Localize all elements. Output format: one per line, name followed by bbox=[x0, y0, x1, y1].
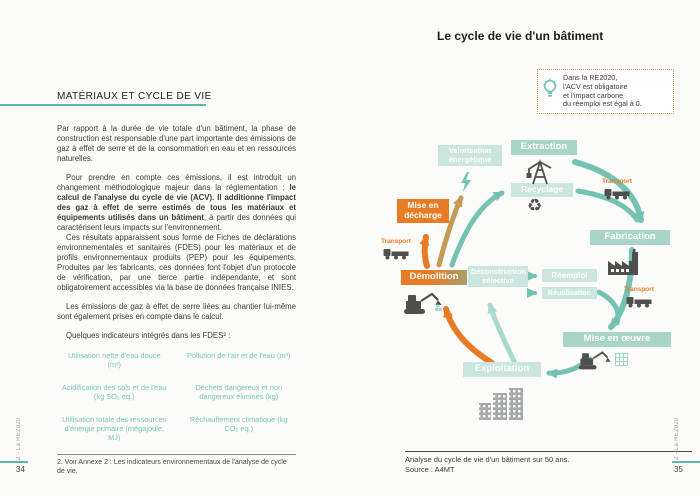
lightning-icon bbox=[460, 172, 472, 197]
excavator-icon bbox=[577, 349, 611, 377]
node-valorisation-energetique: Valorisation énergétique bbox=[438, 145, 502, 166]
indicator-item: Acidification des sols et de l'eau (kg SO₂ eq.) bbox=[61, 382, 167, 402]
transport-text: Transport bbox=[381, 238, 411, 245]
callout-line: du réemploi est égal à 0. bbox=[563, 99, 642, 109]
paragraph-4: Les émissions de gaz à effet de serre liées au chantier lui-même sont également prises en compte dans le calcul. bbox=[57, 302, 296, 321]
transport-text: Transport bbox=[602, 178, 632, 185]
excavator-icon bbox=[402, 291, 442, 321]
node-reemploi: Réemploi bbox=[542, 269, 597, 282]
transport-label-mid bbox=[624, 286, 654, 313]
transport-label-left bbox=[381, 238, 411, 265]
callout-line: l'ACV est obligatoire bbox=[563, 81, 628, 91]
oil-derrick-icon bbox=[524, 159, 554, 190]
indicators-intro: Quelques indicateurs intégrés dans les FDES² : bbox=[66, 331, 231, 340]
paragraph-3: Ces résultats apparaissent sous forme de Fiches de déclarations environnementales et sanitaires (FDES) pour les matériaux et de profils environnementaux produits (PEP) pour les équipements. Produites par les fabricants, ces données font l'objet d'un protocole de vérification, par une tierce partie indépendante, et sont obligatoirement accessibles via la base de données française INIES. bbox=[57, 233, 296, 292]
truck-icon bbox=[383, 246, 409, 265]
caption-line: Analyse du cycle de vie d'un bâtiment sur 50 ans. bbox=[405, 455, 570, 464]
indicator-item: Déchets dangereux et non dangereux éliminés (kg) bbox=[195, 382, 283, 402]
node-deconstruction-selective: Déconstruction sélective bbox=[468, 266, 528, 287]
chapter-edge-label-left: 2 - La RE2020 bbox=[16, 417, 22, 460]
truck-icon bbox=[626, 294, 652, 313]
paragraph-2-bold-text: le calcul de l'analyse du cycle de vie (ACV). Il additionne l'impact des gaz à effet de serre estimés de tous les matériaux et équipements utilisés dans un bâtiment bbox=[57, 183, 296, 222]
transport-label-top bbox=[602, 178, 632, 205]
factory-icon bbox=[606, 249, 644, 281]
chapter-edge-label-right: 2 - La RE2020 bbox=[674, 417, 680, 460]
page-number-left: 34 bbox=[16, 465, 25, 474]
indicator-item: Réchauffement climatique (kg CO₂ eq.) bbox=[189, 414, 288, 434]
transport-text: Transport bbox=[624, 286, 654, 293]
page-number-right: 35 bbox=[674, 465, 683, 474]
node-reutilisation: Réutilisation bbox=[542, 287, 597, 299]
truck-icon bbox=[604, 186, 630, 205]
node-recyclage: Recyclage bbox=[511, 183, 573, 197]
node-mise-en-oeuvre: Mise en œuvre bbox=[563, 332, 671, 347]
node-demolition: Démolition bbox=[401, 270, 467, 285]
callout-line: et l'impact carbone bbox=[563, 90, 624, 100]
paragraph-2-text: Pour prendre en compte ces émissions, il est introduit un changement méthodologique majeur dans la réglementation : bbox=[57, 173, 296, 192]
indicator-item: Pollution de l'air et de l'eau (m³) bbox=[187, 351, 291, 360]
paragraph-1: Par rapport à la durée de vie totale d'un bâtiment, la phase de construction est responsable d'une part importante des émissions de gaz à effet de serre et de la consommation en eau et en ressources naturelles. bbox=[57, 124, 296, 163]
callout-line: Dans la RE2020, bbox=[563, 73, 618, 82]
buildings-icon bbox=[477, 384, 525, 426]
pallet-grid-icon bbox=[615, 353, 628, 371]
footnote: 2. Voir Annexe 2 : Les indicateurs environnementaux de l'analyse de cycle de vie. bbox=[57, 454, 296, 476]
indicator-item: Utilisation nette d'eau douce (m³) bbox=[67, 351, 161, 370]
node-extraction: Extraction bbox=[511, 140, 577, 155]
indicator-item: Utilisation totale des ressources d'énergie primaire (mégajoule, MJ) bbox=[62, 414, 167, 443]
diagram-title: Le cycle de vie d'un bâtiment bbox=[437, 29, 604, 43]
caption-line: Source : A4MT bbox=[405, 464, 455, 474]
paragraph-2-text-end: , à partir des données qui caractérisent leurs impacts sur l'environnement. bbox=[57, 213, 296, 232]
node-mise-en-decharge: Mise en décharge bbox=[397, 199, 449, 223]
recycle-icon: ♻ bbox=[527, 196, 543, 215]
node-exploitation: Exploitation bbox=[463, 362, 541, 377]
section-title: MATÉRIAUX ET CYCLE DE VIE bbox=[57, 91, 212, 102]
node-fabrication: Fabrication bbox=[590, 230, 670, 245]
